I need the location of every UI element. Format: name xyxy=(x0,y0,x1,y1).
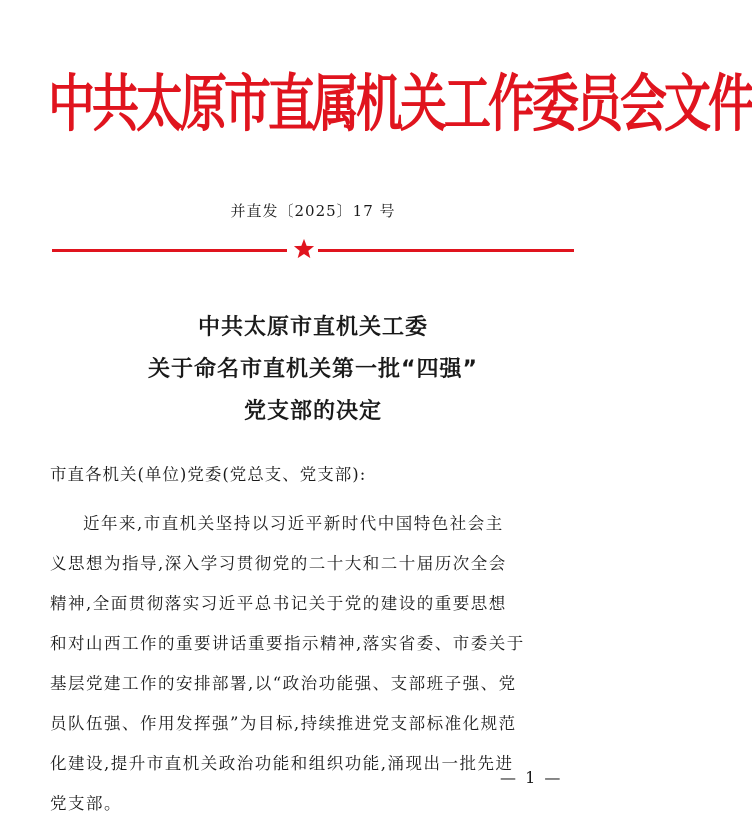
masthead-title: 中共太原市直属机关工作委员会文件 xyxy=(48,68,752,141)
paragraph-line: 义思想为指导,深入学习贯彻党的二十大和二十届历次全会 xyxy=(50,554,507,573)
page-number: — 1 — xyxy=(500,768,563,787)
paragraph-line: 化建设,提升市直机关政治功能和组织功能,涌现出一批先进 xyxy=(50,754,514,773)
doc-title-line-1: 中共太原市直机关工委 xyxy=(197,315,428,340)
star-icon xyxy=(293,238,315,260)
divider-line-left xyxy=(52,249,287,252)
red-divider xyxy=(52,240,574,260)
paragraph-line: 基层党建工作的安排部署,以“政治功能强、支部班子强、党 xyxy=(50,674,517,693)
document-number: 并直发〔2025〕17 号 xyxy=(230,202,396,220)
paragraph-line: 精神,全面贯彻落实习近平总书记关于党的建设的重要思想 xyxy=(50,594,507,613)
doc-title-line-3: 党支部的决定 xyxy=(243,399,382,424)
salutation: 市直各机关(单位)党委(党总支、党支部): xyxy=(50,465,367,484)
divider-line-right xyxy=(318,249,574,252)
doc-title-line-2: 关于命名市直机关第一批“四强” xyxy=(148,357,478,382)
paragraph-line: 近年来,市直机关坚持以习近平新时代中国特色社会主 xyxy=(83,514,504,533)
body-paragraph xyxy=(50,504,574,824)
paragraph-line: 和对山西工作的重要讲话重要指示精神,落实省委、市委关于 xyxy=(50,634,525,653)
paragraph-line: 员队伍强、作用发挥强”为目标,持续推进党支部标准化规范 xyxy=(50,714,517,733)
paragraph-line: 党支部。 xyxy=(50,794,122,813)
